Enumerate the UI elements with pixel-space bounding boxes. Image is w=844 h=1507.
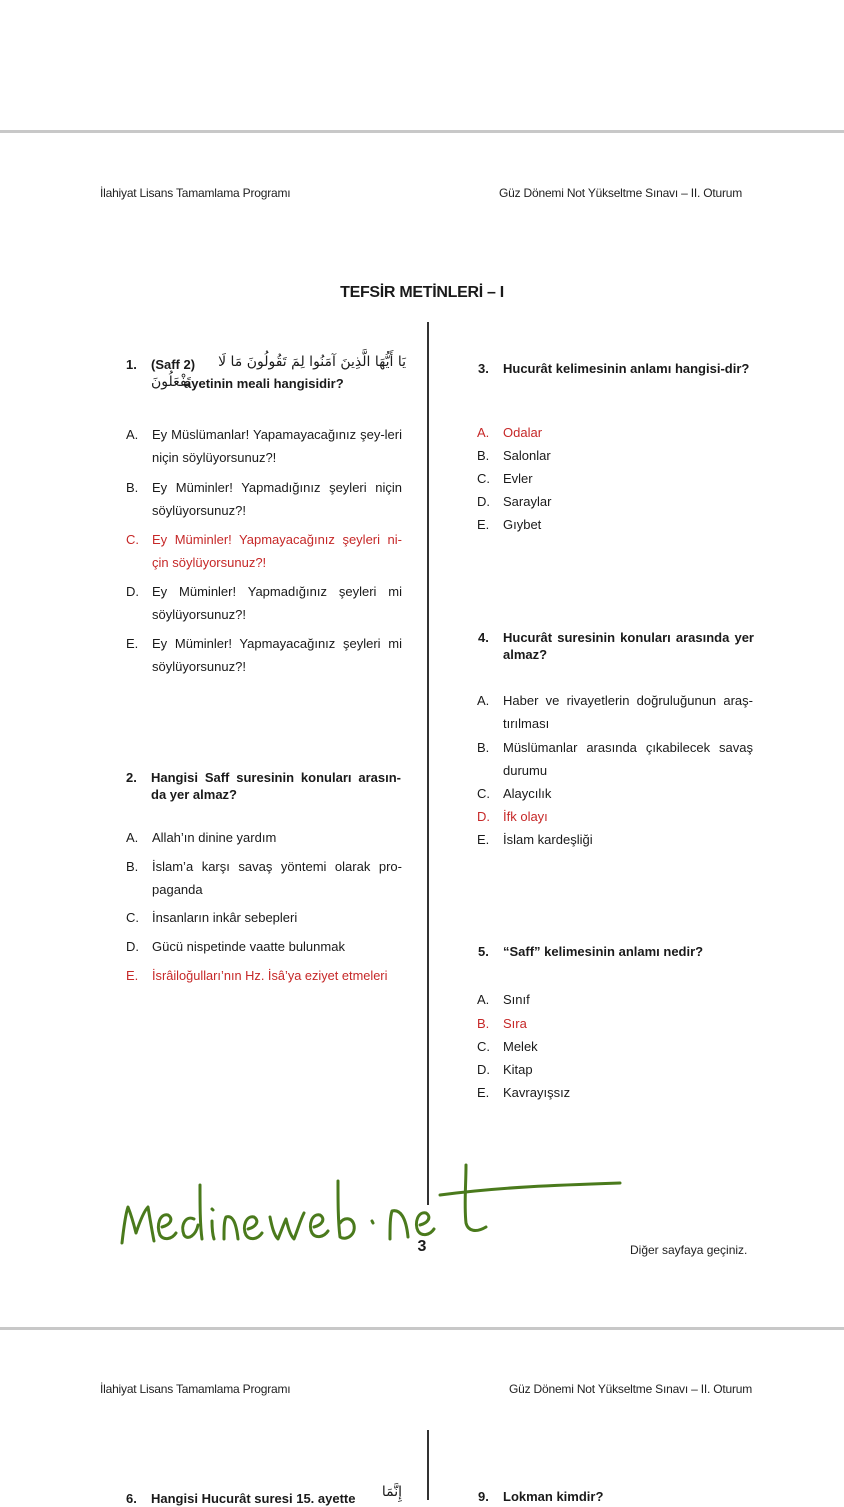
option-letter: E. <box>126 968 139 983</box>
option-letter: C. <box>126 532 139 547</box>
option-text: İslam kardeşliği <box>503 832 593 847</box>
header-exam: Güz Dönemi Not Yükseltme Sınavı – II. Oturum <box>499 186 743 200</box>
option-2b[interactable] <box>126 855 402 901</box>
option-text: Kitap <box>503 1062 533 1077</box>
question-text: Hangisi Hucurât suresi 15. ayette <box>151 1491 356 1506</box>
column-divider <box>427 322 429 1205</box>
option-letter: D. <box>126 939 139 954</box>
option-letter: A. <box>477 693 490 708</box>
option-text: Salonlar <box>503 448 551 463</box>
option-3e[interactable] <box>477 513 753 536</box>
question-number: 1. <box>126 357 137 372</box>
header-program: İlahiyat Lisans Tamamlama Programı <box>100 186 291 200</box>
option-text: Ey Müminler! Yapmayacağınız şeyleri mi söylüyorsunuz?! <box>152 636 402 674</box>
question-1 <box>126 356 406 396</box>
option-2a[interactable] <box>126 826 402 849</box>
option-1e[interactable] <box>126 632 402 678</box>
question-6 <box>126 1484 416 1506</box>
option-letter: B. <box>477 1016 490 1031</box>
page-title: TEFSİR METİNLERİ – I <box>340 284 504 301</box>
question-number: 5. <box>478 944 489 959</box>
option-text: Ey Müminler! Yapmadığınız şeyleri mi söylüyorsunuz?! <box>152 584 402 622</box>
option-letter: B. <box>477 448 490 463</box>
question-4 <box>478 629 754 665</box>
question-number: 9. <box>478 1489 489 1504</box>
option-4b[interactable] <box>477 736 753 782</box>
question-text: Lokman kimdir? <box>503 1489 604 1504</box>
option-letter: C. <box>477 786 490 801</box>
question-suffix: ayetinin meali hangisidir? <box>184 376 344 391</box>
option-letter: D. <box>477 1062 490 1077</box>
option-4e[interactable] <box>477 828 753 851</box>
option-letter: A. <box>477 992 490 1007</box>
question-text: Hangisi Saff suresinin konuları arasın-da yer almaz? <box>151 770 401 802</box>
next-page-note: Diğer sayfaya geçiniz. <box>630 1243 748 1257</box>
option-letter: B. <box>477 740 490 755</box>
option-5b-correct[interactable] <box>477 1012 753 1035</box>
option-letter: B. <box>126 480 139 495</box>
option-3b[interactable] <box>477 444 753 467</box>
option-1b[interactable] <box>126 476 402 522</box>
option-5c[interactable] <box>477 1035 753 1058</box>
option-letter: D. <box>477 494 490 509</box>
option-text: Gıybet <box>503 517 542 532</box>
option-text: Ey Müminler! Yapmadığınız şeyleri niçin söylüyorsunuz?! <box>152 480 402 518</box>
header-exam-page2: Güz Dönemi Not Yükseltme Sınavı – II. Oturum <box>509 1382 753 1396</box>
option-letter: C. <box>126 910 139 925</box>
option-2d[interactable] <box>126 935 402 958</box>
column-divider-page2 <box>427 1430 429 1500</box>
option-letter: D. <box>126 584 139 599</box>
option-text: Kavrayışsız <box>503 1085 571 1100</box>
question-number: 2. <box>126 770 137 785</box>
option-letter: B. <box>126 859 139 874</box>
question-5 <box>478 943 754 961</box>
option-5d[interactable] <box>477 1058 753 1081</box>
option-text: Sıra <box>503 1016 527 1031</box>
option-1d[interactable] <box>126 580 402 626</box>
option-text: İslam’a karşı savaş yöntemi olarak pro-paganda <box>152 859 402 897</box>
option-3a-correct[interactable] <box>477 421 753 444</box>
option-5e[interactable] <box>477 1081 753 1104</box>
page-top-divider <box>0 130 844 133</box>
option-letter: A. <box>126 427 139 442</box>
question-text: “Saff” kelimesinin anlamı nedir? <box>503 944 704 959</box>
page-divider <box>0 1327 844 1330</box>
question-number: 4. <box>478 630 489 645</box>
option-text: Haber ve rivayetlerin doğruluğunun araş-tırılması <box>503 693 753 731</box>
option-3c[interactable] <box>477 467 753 490</box>
option-text: İnsanların inkâr sebepleri <box>152 910 298 925</box>
arabic-verse-line-2: تَفْعَلُونَ <box>151 374 191 390</box>
option-4d-correct[interactable] <box>477 805 753 828</box>
option-4c[interactable] <box>477 782 753 805</box>
header-program-page2: İlahiyat Lisans Tamamlama Programı <box>100 1382 291 1396</box>
option-letter: E. <box>477 1085 490 1100</box>
option-letter: A. <box>126 830 139 845</box>
page-number: 3 <box>417 1238 427 1255</box>
option-text: Evler <box>503 471 533 486</box>
question-number: 3. <box>478 361 489 376</box>
option-letter: C. <box>477 471 490 486</box>
option-text: Saraylar <box>503 494 552 509</box>
option-text: Müslümanlar arasında çıkabilecek savaş durumu <box>503 740 753 778</box>
option-text: Ey Müminler! Yapmayacağınız şeyleri ni-çin söylüyorsunuz?! <box>152 532 402 570</box>
option-text: Odalar <box>503 425 543 440</box>
option-2e-correct[interactable] <box>126 964 416 987</box>
question-number: 6. <box>126 1491 137 1506</box>
question-3 <box>478 360 754 396</box>
option-text: İsrâiloğulları’nın Hz. İsâ’ya eziyet etmeleri <box>152 968 388 983</box>
option-3d[interactable] <box>477 490 753 513</box>
option-letter: C. <box>477 1039 490 1054</box>
option-text: Alaycılık <box>503 786 552 801</box>
option-4a[interactable] <box>477 689 753 735</box>
arabic-word: إِنَّمَا <box>381 1484 402 1500</box>
option-text: Sınıf <box>503 992 530 1007</box>
option-letter: A. <box>477 425 490 440</box>
question-text: Hucurât suresinin konuları arasında yer almaz? <box>503 630 754 662</box>
option-text: Allah’ın dinine yardım <box>152 830 277 845</box>
option-text: Ey Müslümanlar! Yapamayacağınız şey-leri niçin söylüyorsunuz?! <box>152 427 402 465</box>
question-2 <box>126 769 402 805</box>
option-letter: D. <box>477 809 490 824</box>
question-text: Hucurât kelimesinin anlamı hangisi-dir? <box>503 361 750 376</box>
option-5a[interactable] <box>477 988 753 1011</box>
arabic-verse-line-1: يَا أَيُّهَا الَّذِينَ آمَنُوا لِمَ تَقُولُونَ مَا لَا <box>218 354 406 370</box>
option-letter: E. <box>477 832 490 847</box>
option-text: Melek <box>503 1039 538 1054</box>
option-letter: E. <box>126 636 139 651</box>
question-prefix: (Saff 2) <box>151 357 196 372</box>
option-letter: E. <box>477 517 490 532</box>
option-text: Gücü nispetinde vaatte bulunmak <box>152 939 345 954</box>
question-9 <box>478 1488 754 1504</box>
option-text: İfk olayı <box>503 809 548 824</box>
option-1c-correct[interactable] <box>126 528 402 574</box>
option-2c[interactable] <box>126 906 402 929</box>
option-1a[interactable] <box>126 423 402 469</box>
